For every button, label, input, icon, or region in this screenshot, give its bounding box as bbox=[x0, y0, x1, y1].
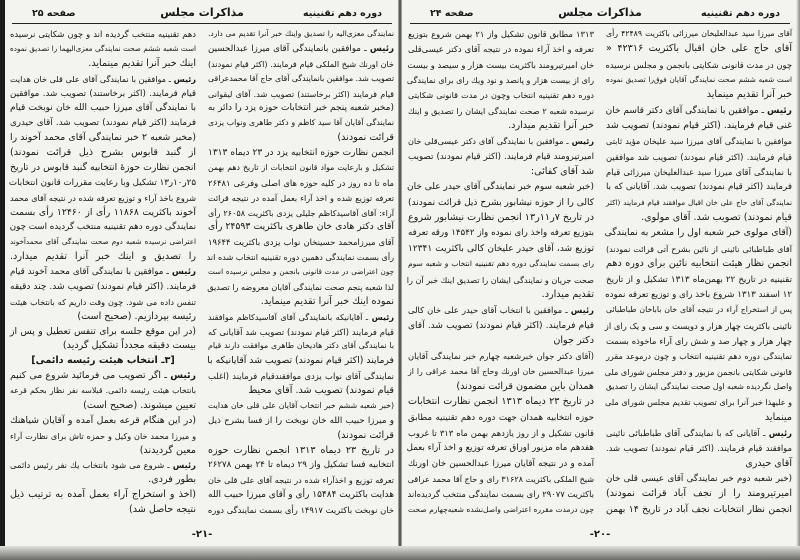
header-rule bbox=[12, 23, 392, 24]
text-line: نائینی باکثریت چهار هزار و دویست و سی و یک رای از bbox=[604, 320, 792, 331]
page-header bbox=[410, 6, 790, 22]
text-line: (مخبر شعبه ۲ خبر نمایندگی آقای محمد آخوند را bbox=[10, 132, 196, 144]
text-line: قرائت نمودند) bbox=[337, 429, 394, 441]
text-line: خان اورنك شیخ الملکی قیام فرمایند. (اکثر قیام نمودند) bbox=[208, 58, 394, 69]
speaker-label: رئیس bbox=[768, 427, 792, 438]
text-line: تصویب شد. موافقین بانمایندگی آقای حاج آقا محمدعراقی bbox=[207, 73, 394, 83]
text-line: صحت جریان و نمایندگی ایشان را تصدیق اینك خبر آن را bbox=[406, 274, 594, 285]
text-line: قرائت نمودند) bbox=[337, 132, 394, 144]
speaker-label: رئیس bbox=[570, 305, 594, 316]
text-line: تنفس داده می شود. چون وقت داریم که بانتخاب هیئت bbox=[10, 296, 196, 307]
speaker-label: رئیس bbox=[173, 73, 196, 84]
text-line: شروع باخذ آراء و توزیع تعرفه شده در نتیجه آقای محمد bbox=[10, 192, 196, 203]
text-line: چون اعتراضی در مدت قانونی بانجمن و مجلس نرسیده است bbox=[208, 267, 394, 276]
text-line: ۱۲ اسفند ۱۳۱۳ شروع باخذ رای و توزیع تعرفه نموده bbox=[605, 289, 792, 300]
text-line: نمایندگی آقایان آقا سید کاظم و دکتر طاهری ونواب یزدی bbox=[208, 118, 394, 128]
text-line: آقای میرزامحمد حسینخان نواب یزدی باکثریت ۱۹۶۴۴ bbox=[208, 237, 394, 248]
text-line: (مخبر شعبه پنجم خبر انتخابات حوزه یزد را دائر به bbox=[207, 103, 394, 114]
text-line: اعتراضی نرسیده شعبه دوم صحت نمایندگی آقای محمدآخوند bbox=[10, 237, 196, 247]
text-line: نتیجه حاصل شد) bbox=[129, 504, 196, 515]
text-line: رأی بسمت نمایندگی دهمین دوره تقنینیه انتخاب شده اند bbox=[206, 252, 394, 263]
text-line: تقدیم میدارد. bbox=[541, 288, 594, 300]
speech-text: ـ موافقین با انتخاب آقای حیدر علی خان کالی bbox=[408, 305, 571, 316]
text-line: آقای حیدری bbox=[745, 457, 792, 469]
text-line: فرمایند (اکثر قیام نمودند) تصویب شد آقایانیکه با bbox=[207, 355, 394, 367]
text-line: خان نوبخت باکثریت ۱۴۹۱۷ رأی بسمت نمایندگی دوره bbox=[207, 505, 394, 515]
session-label: دوره دهم تقنینیه bbox=[302, 8, 382, 19]
text-line: کالی را از حوزه نیشابور بشرح ذیل قرائت نمودند) bbox=[408, 197, 594, 208]
speaker-label: رئیس bbox=[171, 267, 196, 277]
speaker-label: رئیس bbox=[172, 460, 196, 471]
text-line: آقای حاج علی خان اقبال باکثریت ۴۲۳۱۶ « bbox=[606, 43, 792, 55]
page-24 bbox=[404, 0, 796, 548]
text-line: تشکیل و بارعایت مواد قانون انتخابات از تاریخ دهم بهمن bbox=[208, 162, 394, 172]
session-label: دوره دهم تقنینیه bbox=[700, 8, 780, 19]
text-line: غنی قیام فرمایند. (اکثر قیام نمودند) تصویب شد bbox=[606, 120, 792, 132]
text-line: واصل نگردیده شعبه اول صحت نمایندگی ایشان را تصدیق bbox=[606, 381, 792, 391]
text-line: رای از بیست هزار و پانصد و نود ویك رای برای نمایندگی bbox=[406, 75, 594, 86]
text-line: از گنبد قابوس بشرح ذیل قرائت نمودند) bbox=[10, 147, 196, 158]
text-line: و علیهذا خبر آنرا برای تصویب تقدیم مجلس شورای ملی bbox=[605, 397, 792, 408]
text-line: قیام فرمایند. (اکثر قیام نمودند) تصویب شد. آقای bbox=[408, 320, 594, 331]
text-line: (در این موقع جلسه برای تنفس تعطیل و پس از bbox=[10, 325, 196, 337]
text-line: تعیین میشوند. (صحیح است) bbox=[83, 399, 196, 411]
speaker-label: رئیس bbox=[369, 43, 394, 54]
text-line: خان امیرتیرومند باکثریت بیست هزار و سیصد و بیست bbox=[407, 59, 594, 70]
text-line: در تاریخ ۲۳ دیماه ۱۳۱۳ انجمن نظارت انتخابات bbox=[408, 396, 594, 408]
text-line: تقنینیه در تاریخ ۲۲ بهمن‌ماه ۱۳۱۳ تشکیل و از تاریخ bbox=[606, 274, 792, 285]
text-line: مینماید bbox=[764, 411, 792, 423]
text-line bbox=[10, 266, 196, 278]
text-line: در تاریخ ۷ر۱۱ر۱۳ انجمن نظارت نیشابور شروع bbox=[408, 212, 594, 224]
text-line: معین گردیدند) bbox=[139, 444, 196, 456]
text-line: با نمایندگی آقای دکتر هادیخان طاهری موافقت دارند قیام bbox=[208, 341, 394, 351]
text-line: (خبر شعبه دوم خبر نمایندگی آقای عیسی قلی خان bbox=[606, 473, 792, 484]
text-line: قیام فرمایند (اکثر قیام نمودند) تصویب شد آقایانی که bbox=[208, 326, 394, 337]
text-line: توزیع شد، آقای حیدر علیخان کالی باکثریت ۱۲۳۴۱ bbox=[408, 243, 594, 254]
text-line: نمایندگی معزی‌الیه را تصدیق واینك خبر آنرا تقدیم می دارد. bbox=[208, 29, 394, 38]
page-number-label: صفحه ۲۵ bbox=[32, 8, 76, 19]
text-line bbox=[208, 311, 394, 323]
text-column-left bbox=[408, 28, 594, 516]
text-line: نمایندگی دوره دهم تقنینیه انتخاب و چون درموعد مقرر bbox=[606, 351, 792, 362]
text-line bbox=[408, 304, 594, 316]
speaker-label: رئیس bbox=[371, 311, 394, 322]
scan-right-edge bbox=[796, 0, 800, 560]
text-line: با نمایندگی آقای میرزا حبیب الله خان نوبخت قیام bbox=[10, 103, 196, 114]
text-line: قیام فرمایند. (اکثر برخاستند) تصویب شد. موافقین bbox=[10, 88, 196, 99]
text-line bbox=[606, 105, 792, 117]
text-line: نمایندگی دوره دهم تقنینیه منتخب گردیده است چون bbox=[9, 222, 196, 233]
text-line: فرمایند. (اکثر قیام نمودند) تصویب شد. چند دقیقه bbox=[10, 281, 196, 292]
speech-text: ـ موافقین با نمایندگی آقای دکتر عیسی‌قلی خان bbox=[408, 136, 572, 147]
text-line: را تصدیق و اینك خبر آنرا تقدیم میدارد. bbox=[10, 251, 196, 263]
text-column-right bbox=[606, 28, 792, 516]
book-gutter bbox=[398, 0, 402, 548]
text-line: قیام نمودند) تصویب شد. آقای محیط bbox=[248, 385, 394, 396]
text-line: بطور فردی. bbox=[148, 474, 196, 486]
text-line: هدایت باکثریت ۱۵۴۸۴ رأی و آقای میرزا حبیب الله bbox=[208, 490, 394, 501]
text-line: شیخ الملکی باکثریت ۳۱۶۲۸ رای و حاج آقا محمد عراقی bbox=[407, 473, 594, 484]
text-line: آخوند باکثریت ۱۱۸۶۸ رأی از ۱۲۴۶۰ رأی بسمت bbox=[10, 206, 196, 218]
text-line: پس از استخراج آراء در نتیجه آقای خان باباخان طباطبائی bbox=[606, 305, 792, 315]
text-line: هفدهم ماه مزبور اوراق تعرفه توزیع و اخذ آراء بعمل bbox=[406, 443, 594, 454]
speech-text: ـ آقایانی که با نمایندگی آقای طباطبائی نائینی bbox=[606, 427, 769, 438]
publication-title: مذاکرات مجلس bbox=[558, 6, 642, 19]
page-footer-number: -۲۰- bbox=[589, 529, 611, 540]
text-line: قانونی شکایتی بانجمن مزبور و دفتر مجلس شورای ملی bbox=[604, 366, 792, 377]
header-rule bbox=[410, 23, 790, 24]
scan-left-edge bbox=[0, 0, 5, 560]
text-line: ۱۳۱۳ مطابق قانون تشکیل واز ۲۱ بهمن شروع بتوزیع bbox=[408, 29, 594, 39]
text-line: آقای دکتر هادی خان طاهری باکثریت ۲۴۵۹۳ رأی bbox=[208, 221, 395, 233]
text-line: آقای میرزا سید عبدالعلیخان میرزائی باکثریت ۴۲۴۸۹ رأی bbox=[606, 29, 793, 38]
text-line: رای بسمت نمایندگی دوره دهم تقنینیه انتخاب و شعبه سوم bbox=[408, 259, 594, 269]
text-line: آراء: آقای آقاسیدکاظم جلیلی یزدی باکثریت ۲۶۰۵۸ رأی bbox=[208, 207, 394, 218]
text-line: (اخذ و استخراج آراء بعمل آمده به ترتیب ذیل bbox=[10, 489, 196, 501]
text-line: و میرزا حبیب الله خان نوبخت را از فسا بشرح ذیل bbox=[208, 415, 394, 426]
text-line bbox=[606, 427, 792, 439]
text-line: آقای طباطبائی نائینی از نائین بشرح آتی قرائت نمودند) bbox=[606, 243, 792, 254]
text-line: فرمایند (اکثر قیام نمودند) تصویب شد. آقای حیدری bbox=[10, 118, 196, 129]
text-line: (در این هنگام قرعه بعمل آمده و آقایان شیاهنك bbox=[10, 414, 196, 426]
text-line: قانون تشکیل و از روز یازدهم بهمن ماه ۳۱۳ تا غروب bbox=[408, 427, 594, 438]
text-line: دوره دهم تقنینیه انتخاب وچون در مدت قانونی شکایتی bbox=[408, 90, 594, 101]
text-line: فرمایند (اکثر قیام نمودند) تصویب شد. آقایانی که با bbox=[606, 182, 792, 193]
text-line: همدان باین مضمون قرائت نمودند) bbox=[456, 380, 594, 392]
page-footer-number: -۲۱- bbox=[191, 529, 213, 540]
text-line: چون درمدت مقرره اعتراضی واصل‌نشده شعبه‌چهارم صحت bbox=[408, 504, 594, 514]
speech-text: ـ شروع می شود بانتخاب یك نفر رئیس دائمی bbox=[10, 460, 173, 471]
text-line: چون در مدت قانونی شکایتی بانجمن و مجلس نرسیده bbox=[605, 59, 792, 70]
text-line: است شعبه ششم صحت نمایندگی آقایان فوق‌را تصدیق نموده bbox=[606, 75, 792, 85]
text-line: حوزه انتخابیه همدان جهت دوره دهم تقنینیه مطابق bbox=[408, 412, 594, 423]
text-column-right bbox=[208, 28, 394, 516]
text-line: نموده اینك خبر آنرا تقدیم مینماید. bbox=[260, 295, 394, 307]
speaker-label: رئیس bbox=[767, 105, 792, 116]
text-line: بتوزیع تعرفه واخذ رای نموده واز ۱۴۵۴۲ ورقه تعرفه bbox=[408, 228, 594, 239]
text-line: موافقین با نمایندگی آقای میرزا سید علیخان مؤید ثابتی bbox=[606, 136, 792, 147]
text-line: ۲۵ر۱۰ر۱۳ تشکیل وبا رعایت مقررات قانون انتخابات bbox=[8, 177, 196, 188]
text-line: بیست دقیقه مجدداً تشکیل گردید) bbox=[62, 340, 196, 352]
text-line: قیام فرمایند. (اکثر قیام نمودند) تصویب شد موافقین bbox=[606, 151, 792, 162]
text-line: انجمن نظارت حوزه انتخابیه یزد در ۲۳ دیماه ۱۳۱۳ bbox=[208, 148, 394, 158]
publication-title: مذاکرات مجلس bbox=[160, 6, 244, 19]
text-line: بانتخاب هیئت رئیسه دائمی. قبلاسه نفر نظار بحکم قرعه bbox=[10, 386, 196, 395]
text-line: باکثریت ۲۹۰۷۷ رای بسمت نمایندگی منتخب گردیده‌اند bbox=[407, 489, 594, 500]
text-line: اینك خبر آنرا تقدیم مینماید. bbox=[88, 57, 196, 69]
text-line: قیام فرمایند (اکثر برخاستند) تصویب شد. آقای لیقوانی bbox=[208, 88, 394, 99]
speech-text: ـ اگر تصویب می فرمائید شروع می کنیم bbox=[10, 370, 171, 382]
section-heading: [۳ـ انتخاب هیئت رئیسه دائمی] bbox=[31, 355, 175, 367]
speech-text: ـ موافقین با نمایندگی آقای دکتر قاسم خان bbox=[605, 105, 768, 116]
text-line: انجمن نظار انتخابات نجف آباد در تاریخ ۱۴ بهمن bbox=[606, 503, 793, 515]
text-line: تعرفه و اخذ آراء نموده در نتیجه آقای دکتر عیسی‌قلی bbox=[408, 44, 594, 55]
text-line: تعرفه توزیع و اخذآراء شده در نتیجه آقای علی قلی خان bbox=[208, 475, 394, 486]
text-line: نرسیده شعبه ۲ صحت نمایندگی ایشان را تصدیق و اینك bbox=[408, 105, 594, 116]
text-line bbox=[208, 43, 394, 55]
text-line bbox=[10, 370, 196, 382]
text-line: (آقای دکتر جوان خبرشعبه چهارم خبر نمایندگی آقایان bbox=[408, 351, 594, 362]
text-line: انتخابیه فسا تشکیل واز ۲۹ دیماه تا ۲۴ بهمن ۲۶۲۷۸ bbox=[208, 460, 394, 471]
page-header bbox=[12, 6, 392, 22]
text-line bbox=[10, 459, 196, 471]
text-line: در تاریخ ۲۳ دیماه ۱۳۱۳ انجمن نظارت حوزه bbox=[208, 444, 395, 456]
text-line: رئیسه بپردازیم. (صحیح است) bbox=[77, 310, 196, 322]
text-line: چهار هزار و چهار صد و شش رای آراء ماخوذه بسمت bbox=[606, 335, 792, 346]
text-line: (آقای مولوی خبر شعبه اول را مشعر به نمایندگی bbox=[604, 227, 792, 239]
text-line: با نمایندگی آقای میرزا سید عبدالعلیخان میرزائی قیام bbox=[606, 167, 792, 178]
speech-text: ـ موافقین با نمایندگی آقای علی قلی خان هدایت bbox=[10, 73, 174, 84]
speech-text: ـ موافقین بانمایندگی آقای میرزا عبدالحسین bbox=[208, 43, 370, 54]
text-line: میرزا عبدالحسین خان اورنك وحاج آقا محمد عراقی را از bbox=[408, 366, 594, 376]
text-line: نمایندگی آقای نواب یزدی موافقندقیام فرمایند (اغلب bbox=[208, 371, 394, 382]
speaker-label: رئیس bbox=[571, 136, 594, 147]
scan-bottom-edge bbox=[0, 546, 800, 560]
text-column-left bbox=[10, 28, 196, 516]
text-line: دکتر جوان bbox=[553, 334, 594, 346]
speech-text: ـ موافقین با نمایندگی آقای محمد آخوند قیام bbox=[10, 267, 172, 277]
text-line: (خبر شعبه ششم خبر انتخاب آقایان علی قلی خان هدایت bbox=[208, 400, 394, 410]
text-line: انجمن نظارت حوزهٔ انتخابیه گنبد قابوس در تاریخ bbox=[10, 161, 196, 173]
text-line: امیرتیرومند قیام فرمایند. (اکثر قیام نمودند) تصویب bbox=[408, 151, 594, 162]
page-number-label: صفحه ۲۴ bbox=[430, 8, 474, 19]
text-line: قیام نمودند) تصویب شد. آقای مولوی. bbox=[641, 212, 792, 224]
text-line: انجمن نظار هیئت انتخابیه نائین برای دوره دهم bbox=[606, 258, 792, 270]
text-line: و میرزا محمد خان وکیل و حمزه تاش برای نظارت آراء bbox=[10, 430, 196, 441]
text-line: نمایندگی آقای حاج علی خان اقبال موافقند قیام فرمایند (اکثر bbox=[606, 197, 792, 207]
text-line: شد آقای کفائی: bbox=[530, 166, 594, 178]
speech-text: ـ آقایانیکه بانمایندگی آقای آقاسیدکاظم موافقند bbox=[208, 311, 372, 322]
text-line: (خبر شعبه سوم خبر نمایندگی آقای حیدر علی خان bbox=[407, 182, 594, 193]
text-line bbox=[10, 73, 196, 85]
text-line: امیرتیرومند را از نجف آباد قرائت نمودند) bbox=[606, 488, 792, 500]
text-line: آمده و در نتیجه آقایان میرزا عبدالحسین خان اورنك bbox=[408, 458, 594, 469]
speaker-label: رئیس bbox=[170, 370, 196, 382]
text-line: لذا شعبه پنجم صحت نمایندگی آقایان معروضه را تصدیق bbox=[207, 281, 394, 292]
text-line: تعرفه توزیع شده و اخذ آراء بعمل آمده در نتیجه قرائت bbox=[208, 192, 394, 203]
text-line: موافقند قیام فرمایند. (اکثر قیام نمودند) تصویب شد. bbox=[606, 443, 792, 454]
text-line: است شعبه ششم صحت نمایندگی معزی‌الیهما را تصدیق نموده bbox=[10, 43, 196, 53]
text-line: دهم تقنینیه منتخب گردیده اند و چون شکایتی نرسیده bbox=[10, 29, 196, 39]
page-25 bbox=[6, 0, 398, 548]
text-line: خبر آنرا تقدیم مینماید bbox=[706, 89, 792, 101]
text-line bbox=[408, 135, 594, 147]
text-line: ماه تا ده روز در کلیه حوزه های اصلی وفرعی ۲۶۴۸۱ bbox=[208, 177, 394, 188]
text-line: خبر آنرا تقدیم میدارد. bbox=[508, 120, 594, 132]
